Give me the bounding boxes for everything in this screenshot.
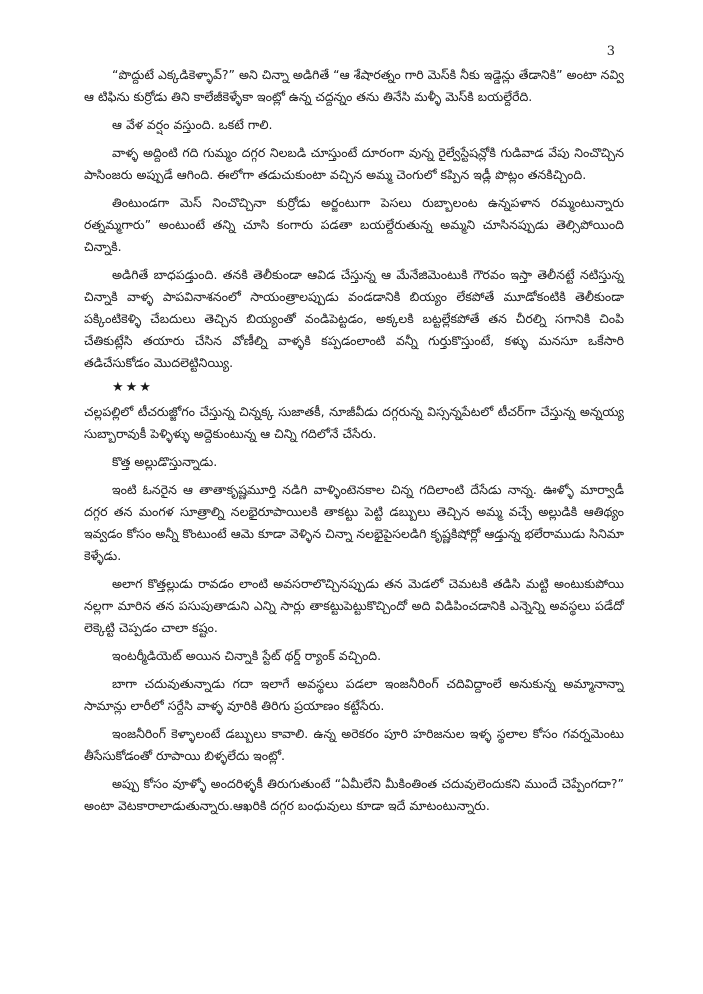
paragraph: అలాగ కొత్తల్లుడు రావడం లాంటి అవసరాలొచ్చినప్పుడు తన మెడలో చెమటకి తడిసి మట్టి అంటుకుపోయి నల్లగా మారిన తన పసుపుతాడుని ఎన్ని సార్లు తాకట్టుపెట్టుకొచ్చిందో అది విడిపించడానికి ఎన్నెన్ని అవస్థలు పడేదో లెక్కెట్టి చెప్పడం చాలా కష్టం. (84, 576, 624, 635)
paragraph: తింటుండగా మెస్ నించొచ్చినా కుర్రోడు అర్జంటుగా పెసలు రుబ్బాలంట ఉన్నపళాన రమ్మంటున్నారు రత్నమ్మగారు” అంటుంటే తన్ని చూసి కంగారు పడతా బయల్దేరుతున్న అమ్మని చూసినప్పుడు తెల్సిపోయింది చిన్నాకి. (84, 195, 624, 254)
paragraph: వాళ్ళ అద్దింటి గది గుమ్మం దగ్గర నిలబడి చూస్తుంటే దూరంగా వున్న రైల్వేస్టేషన్లోకి గుడివాడ వేపు నించొచ్చిన పాసింజరు అప్పుడే ఆగింది. ఈలోగా తడుచుకుంటా వచ్చిన అమ్మ చెంగులో కప్పిన ఇడ్లీ పొట్లం తనకిచ్చింది. (84, 145, 624, 182)
paragraph: ఆ వేళ వర్షం వస్తుంది. ఒకటే గాలి. (112, 117, 273, 132)
story-body (84, 64, 624, 823)
section-separator: ★★★ (112, 380, 153, 395)
paragraph: బాగా చదువుతున్నాడు గదా ఇలాగే అవస్థలు పడలా ఇంజనీరింగ్ చదివిద్దాంలే అనుకున్న అమ్మానాన్నా సామాన్లు లారీలో సర్దేసి వాళ్ళ వూరికి తిరిగు ప్రయాణం కట్టేసేరు. (84, 676, 624, 713)
page-number: 3 (606, 44, 615, 59)
paragraph: ఇంటి ఓనరైన ఆ తాతాకృష్ణమూర్తి నడిగి వాళ్ళింటెనకాల చిన్న గదిలాంటి దేసేడు నాన్న. ఊళ్ళో మార్వాడీ దగ్గర తన మంగళ సూత్రాల్ని నలభైరూపాయిలకి తాకట్టు పెట్టి డబ్బులు తెచ్చిన అమ్మ వచ్చే అల్లుడికి ఆతిథ్యం ఇవ్వడం కోసం అన్నీ కొంటుంటే ఆమె కూడా వెళ్ళిన చిన్నా నలభైపైసలడిగి కృష్ణకిషోర్లో ఆడ్తున్న భలేరాముడు సినిమా కెళ్ళేడు. (84, 482, 624, 563)
paragraph: “పొద్దుటే ఎక్కడికెళ్ళావ్?” అని చిన్నా అడిగితే “ఆ శేషారత్నం గారి మెస్‌కి నీకు ఇడ్డెన్లు తేడానికి” అంటా నవ్వి ఆ టిఫిను కుర్రోడు తిని కాలేజీకెళ్ళేకా ఇంట్లో ఉన్న చద్దన్నం తను తినేసి మళ్ళీ మెస్‌కి బయల్దేరేది. (84, 67, 624, 104)
paragraph: ఇంటర్మీడియెట్ అయిన చిన్నాకి స్టేట్ థర్డ్ ర్యాంక్ వచ్చింది. (112, 648, 382, 663)
paragraph: కొత్త అల్లుడొస్తున్నాడు. (112, 454, 218, 469)
paragraph: అడిగితే బాధపడ్తుంది. తనకి తెలీకుండా ఆవిడ చేస్తున్న ఆ మేనేజిమెంటుకి గౌరవం ఇస్తా తెలీనట్టే నటిస్తున్న చిన్నాకి వాళ్ళ పాపవినాశనంలో సాయంత్రాలప్పుడు వండడానికి బియ్యం లేకపోతే మూడోకంటికి తెలీకుండా పక్కింటికెళ్ళి చేబదులు తెచ్చిన బియ్యంతో వండిపెట్టడం, అక్కలకి బట్టల్లేకపోతే తన చీరల్ని సగానికి చింపి చేతికుట్లేసి తయారు చేసిన వోణీల్ని వాళ్ళకి కప్పడంలాంటి వన్నీ గుర్తుకొస్తుంటే, కళ్ళు మనసూ ఒకేసారి తడిచేసుకోడం మొదలెట్టినియ్యి. (84, 267, 624, 370)
paragraph: ఇంజనీరింగ్ కెళ్ళాలంటే డబ్బులు కావాలి. ఉన్న అరెకరం పూరి హరిజనుల ఇళ్ళ స్థలాల కోసం గవర్నమెంటు తీసేసుకోడంతో రూపాయి బిళ్ళలేదు ఇంట్లో. (84, 726, 624, 763)
paragraph: అప్పు కోసం వూళ్ళో అందరిళ్ళకీ తిరుగుతుంటే “ఏమీలేని మీకింతింత చదువులెందుకని ముందే చెప్పేంగదా?” అంటా వెటకారాలాడుతున్నారు.ఆఖరికి దగ్గర బంధువులు కూడా ఇదే మాటంటున్నారు. (84, 776, 624, 813)
paragraph: చల్లపల్లిలో టీచరుజ్జోగం చేస్తున్న చిన్నక్క సుజాతకీ, నూజీవీడు దగ్గరున్న విస్సన్నపేటలో టీచర్‌గా చేస్తున్న అన్నయ్య సుబ్బారావుకీ పెళ్ళిళ్ళు అద్దెకుంటున్న ఆ చిన్ని గదిలోనే చేసేరు. (84, 404, 624, 441)
